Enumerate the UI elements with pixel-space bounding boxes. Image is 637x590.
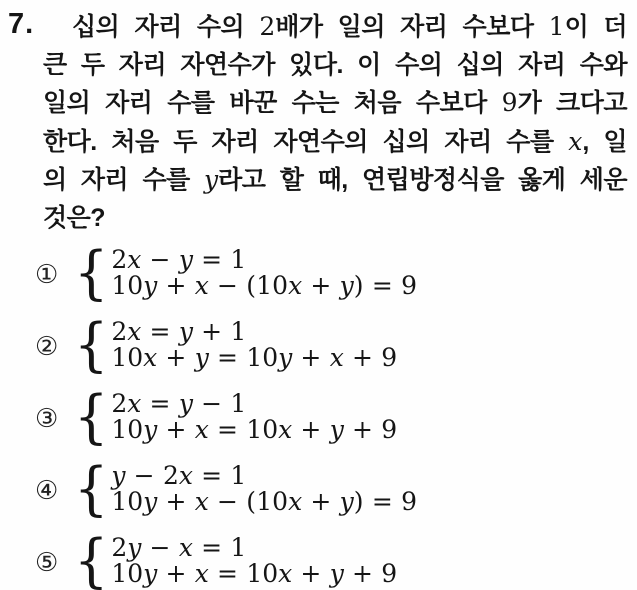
choice-4-equation-1: y − 2x = 1 bbox=[111, 460, 247, 490]
choice-3-marker: ③ bbox=[35, 403, 59, 434]
choice-4 bbox=[35, 453, 418, 522]
choice-2-equation-2: 10x + y = 10y + x + 9 bbox=[111, 342, 398, 372]
question-text-line: 큰 두 자리 자연수가 있다. 이 수의 십의 자리 수와 bbox=[43, 50, 627, 79]
choice-3-equation-2: 10y + x = 10x + y + 9 bbox=[111, 414, 398, 444]
left-brace: { bbox=[74, 237, 109, 306]
choice-4-system bbox=[74, 453, 418, 522]
choice-4-marker: ④ bbox=[35, 475, 59, 506]
choice-5 bbox=[35, 525, 417, 590]
left-brace: { bbox=[74, 381, 109, 450]
question-text-line: 것은? bbox=[43, 203, 106, 232]
choice-2-system bbox=[74, 309, 398, 378]
left-brace: { bbox=[74, 309, 109, 378]
choice-4-equation-2: 10y + x − (10x + y) = 9 bbox=[111, 486, 418, 516]
choice-1-equation-2: 10y + x − (10x + y) = 9 bbox=[111, 270, 418, 300]
question-number: 7. bbox=[8, 8, 35, 40]
choice-1-system bbox=[74, 237, 418, 306]
left-brace: { bbox=[74, 525, 109, 590]
choice-3 bbox=[35, 381, 417, 450]
choice-5-system bbox=[74, 525, 398, 590]
choice-2 bbox=[35, 309, 417, 378]
choice-1-marker: ① bbox=[35, 259, 59, 290]
choice-5-equation-1: 2y − x = 1 bbox=[111, 532, 247, 562]
choice-2-marker: ② bbox=[35, 331, 59, 362]
question-text-line: 한다. 처음 두 자리 자연수의 십의 자리 수를 x, 일 bbox=[43, 126, 627, 156]
question-text-line: 의 자리 수를 y라고 할 때, 연립방정식을 옳게 세운 bbox=[43, 165, 627, 194]
choice-5-marker: ⑤ bbox=[35, 547, 59, 578]
left-brace: { bbox=[74, 453, 109, 522]
choice-2-equation-1: 2x = y + 1 bbox=[111, 316, 247, 346]
choice-3-equation-1: 2x = y − 1 bbox=[111, 388, 247, 418]
choice-3-system bbox=[74, 381, 398, 450]
choice-1-equation-1: 2x − y = 1 bbox=[111, 244, 247, 274]
choice-1 bbox=[35, 237, 418, 306]
question-text bbox=[43, 8, 627, 237]
choice-5-equation-2: 10y + x = 10x + y + 9 bbox=[111, 558, 398, 588]
answer-choices bbox=[35, 237, 418, 590]
question-text-line: 일의 자리 수를 바꾼 수는 처음 수보다 9가 크다고 bbox=[43, 88, 628, 117]
question-text-line: 십의 자리 수의 2배가 일의 자리 수보다 1이 더 bbox=[72, 12, 628, 41]
